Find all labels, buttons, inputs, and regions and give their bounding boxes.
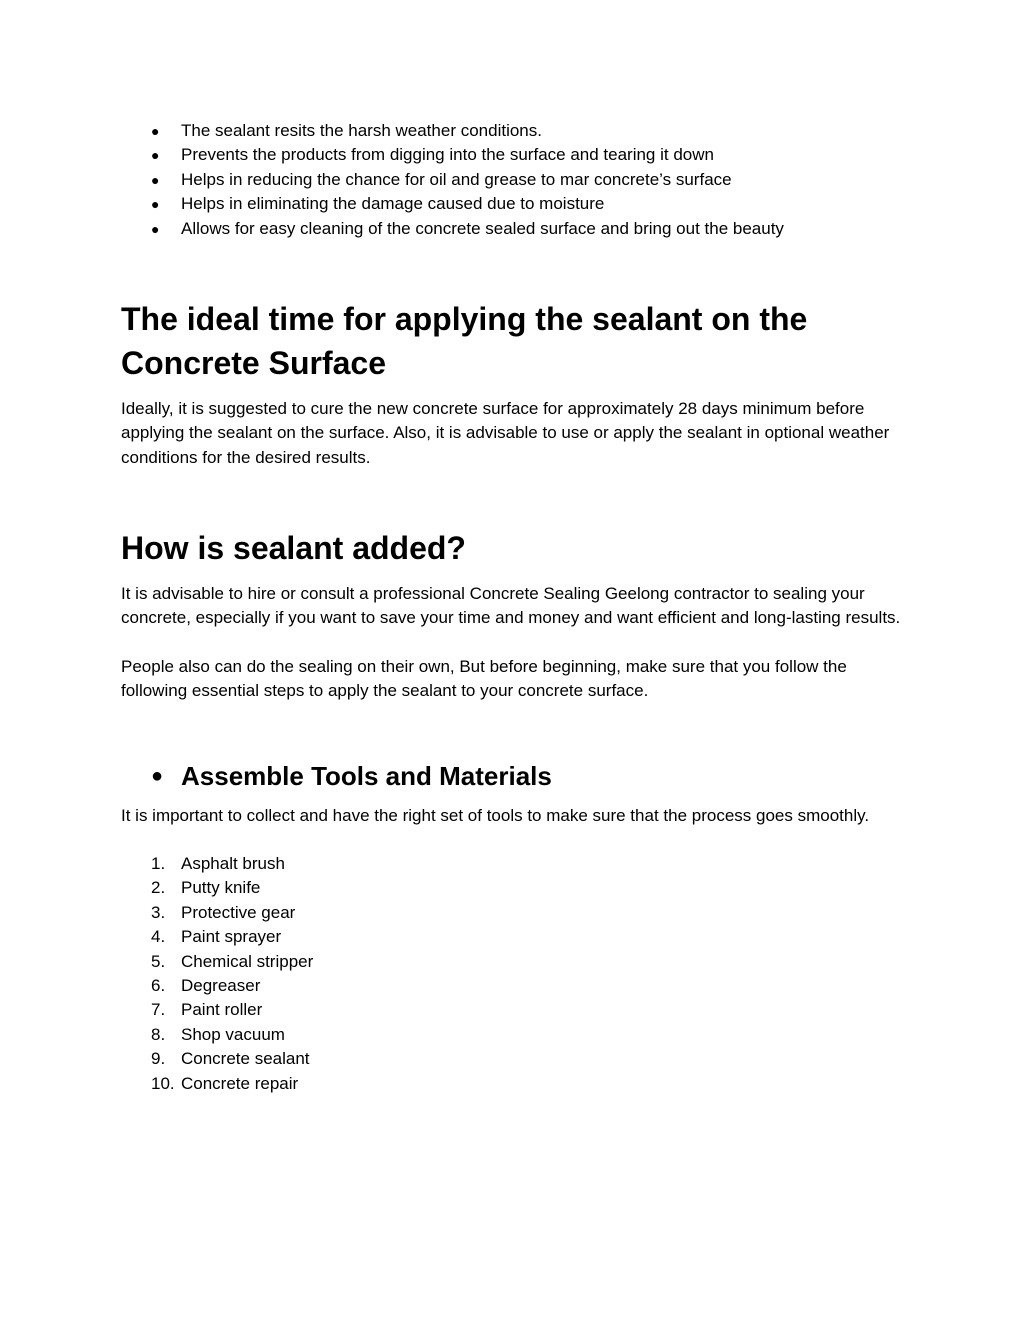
assemble-tools-heading (121, 759, 552, 793)
bullet-icon: ● (151, 196, 160, 213)
list-item-text: Helps in reducing the chance for oil and grease to mar concrete’s surface (181, 169, 732, 189)
list-item (121, 974, 313, 998)
list-item (121, 119, 784, 143)
list-item-text: Concrete sealant (181, 1049, 310, 1069)
list-item-text: Asphalt brush (181, 854, 285, 873)
list-number: 7. (151, 1000, 166, 1020)
list-item (121, 217, 784, 241)
list-number: 1. (151, 854, 166, 873)
list-number: 4. (151, 927, 166, 947)
list-number: 5. (151, 951, 166, 971)
ideal-time-paragraph: Ideally, it is suggested to cure the new concrete surface for approximately 28 days minimum before applying the sealant on the surface. Also, it is advisable to use or apply the sealant in optional weather conditions for the desired results. (121, 399, 890, 467)
list-item (121, 1072, 313, 1096)
list-item-text: Allows for easy cleaning of the concrete sealed surface and bring out the beauty (181, 218, 784, 238)
list-number: 10. (151, 1073, 175, 1093)
ideal-time-heading: The ideal time for applying the sealant on the Concrete Surface (121, 301, 808, 381)
how-added-paragraph-2: People also can do the sealing on their own, But before beginning, make sure that you follow the following essential steps to apply the sealant to your concrete surface. (121, 657, 847, 701)
how-added-paragraph-1: It is advisable to hire or consult a professional Concrete Sealing Geelong contractor to sealing your concrete, especially if you want to save your time and money and want efficient and long-lasting results. (121, 584, 901, 628)
bullet-icon: ● (151, 171, 160, 188)
assemble-tools-heading-text: Assemble Tools and Materials (181, 761, 552, 791)
list-item-text: Degreaser (181, 976, 261, 996)
list-item-text: The sealant resits the harsh weather conditions. (181, 121, 542, 140)
list-number: 2. (151, 878, 166, 898)
list-number: 6. (151, 976, 166, 996)
assemble-tools-paragraph: It is important to collect and have the right set of tools to make sure that the process goes smoothly. (121, 806, 870, 825)
list-item-text: Paint sprayer (181, 927, 282, 947)
list-item (121, 168, 784, 192)
bullet-icon: ● (151, 147, 160, 164)
list-item (121, 1023, 313, 1047)
list-item-text: Shop vacuum (181, 1024, 285, 1044)
list-item-text: Putty knife (181, 878, 261, 898)
list-item (121, 901, 313, 925)
list-item-text: Paint roller (181, 1000, 263, 1020)
list-item (121, 925, 313, 949)
list-item (121, 998, 313, 1022)
list-item (121, 143, 784, 167)
list-item (121, 1047, 313, 1071)
list-item (121, 876, 313, 900)
list-number: 3. (151, 902, 166, 922)
how-added-heading: How is sealant added? (121, 530, 466, 566)
list-number: 9. (151, 1049, 166, 1069)
tools-list (121, 852, 313, 1096)
list-item-text: Concrete repair (181, 1073, 299, 1093)
list-number: 8. (151, 1024, 166, 1044)
list-item (121, 950, 313, 974)
list-item-text: Helps in eliminating the damage caused due to moisture (181, 194, 605, 214)
bullet-icon: ● (151, 123, 160, 139)
list-item-text: Prevents the products from digging into the surface and tearing it down (181, 145, 714, 165)
list-item (121, 192, 784, 216)
list-item-text: Protective gear (181, 902, 296, 922)
bullet-icon: ● (151, 220, 160, 237)
benefits-list (121, 119, 784, 241)
list-item-text: Chemical stripper (181, 951, 314, 971)
bullet-icon: ● (151, 765, 164, 787)
list-item (121, 852, 313, 876)
